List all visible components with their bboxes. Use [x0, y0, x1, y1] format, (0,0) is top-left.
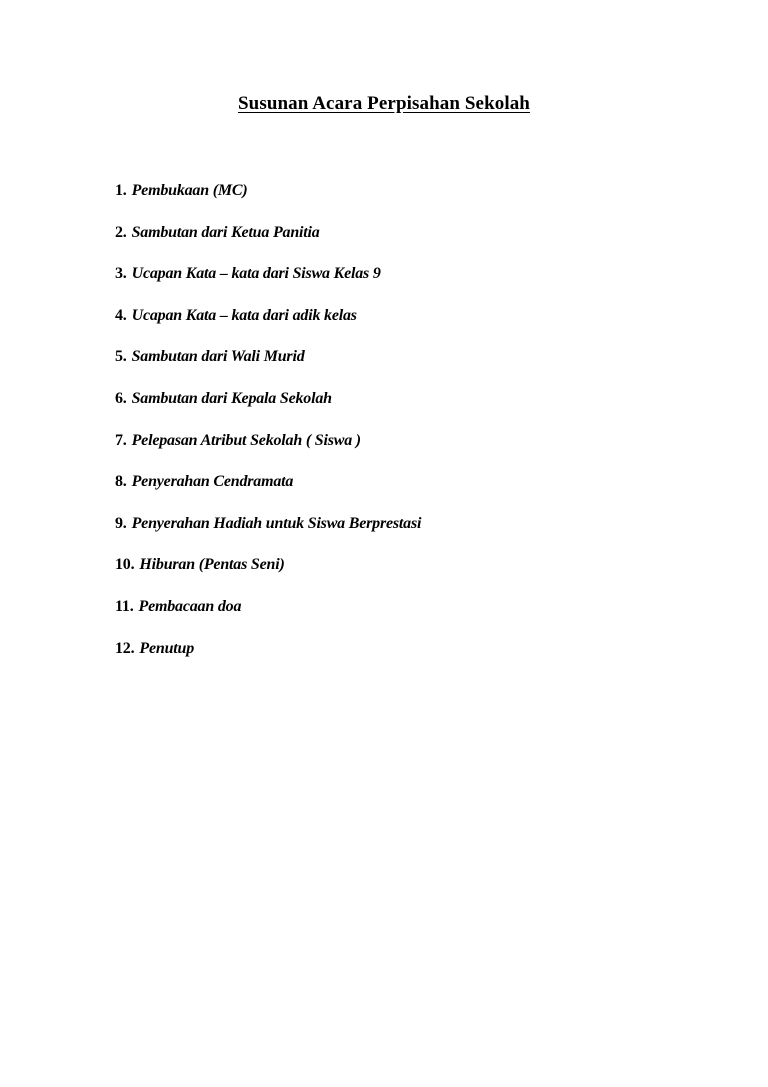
agenda-item: [115, 638, 421, 680]
agenda-item: [115, 513, 421, 555]
agenda-item-number: 2.: [115, 223, 127, 241]
agenda-item: [115, 180, 421, 222]
agenda-item-number: 5.: [115, 348, 127, 366]
agenda-item-number: 12.: [115, 639, 135, 657]
agenda-item-text: Ucapan Kata – kata dari adik kelas: [131, 306, 357, 324]
agenda-list: [115, 180, 421, 679]
agenda-item-number: 3.: [115, 265, 127, 283]
document-title: Susunan Acara Perpisahan Sekolah: [238, 93, 530, 114]
agenda-item-text: Ucapan Kata – kata dari Siswa Kelas 9: [131, 265, 381, 283]
agenda-item: [115, 471, 421, 513]
agenda-item: [115, 388, 421, 430]
agenda-item: [115, 554, 421, 596]
agenda-item-text: Pembukaan (MC): [131, 182, 248, 199]
agenda-item: [115, 263, 421, 305]
agenda-item: [115, 430, 421, 472]
agenda-item-text: Sambutan dari Ketua Panitia: [131, 223, 320, 241]
agenda-item-text: Sambutan dari Wali Murid: [131, 348, 305, 366]
agenda-item-text: Sambutan dari Kepala Sekolah: [131, 389, 332, 407]
agenda-item-number: 4.: [115, 306, 127, 324]
agenda-item: [115, 305, 421, 347]
agenda-item-text: Hiburan (Pentas Seni): [139, 556, 285, 574]
agenda-item-text: Pembacaan doa: [138, 597, 242, 615]
agenda-item: [115, 346, 421, 388]
agenda-item-number: 6.: [115, 389, 127, 407]
agenda-item-text: Penyerahan Hadiah untuk Siswa Berprestasi: [131, 514, 422, 532]
agenda-item-number: 11.: [115, 597, 134, 615]
agenda-item-number: 1.: [115, 182, 127, 199]
agenda-item: [115, 596, 421, 638]
agenda-item-number: 10.: [115, 556, 135, 574]
agenda-item-text: Pelepasan Atribut Sekolah ( Siswa ): [131, 431, 361, 449]
agenda-item: [115, 222, 421, 264]
agenda-item-number: 9.: [115, 514, 127, 532]
agenda-item-text: Penyerahan Cendramata: [131, 473, 294, 491]
agenda-item-number: 7.: [115, 431, 127, 449]
agenda-item-number: 8.: [115, 473, 127, 491]
agenda-item-text: Penutup: [139, 639, 195, 657]
